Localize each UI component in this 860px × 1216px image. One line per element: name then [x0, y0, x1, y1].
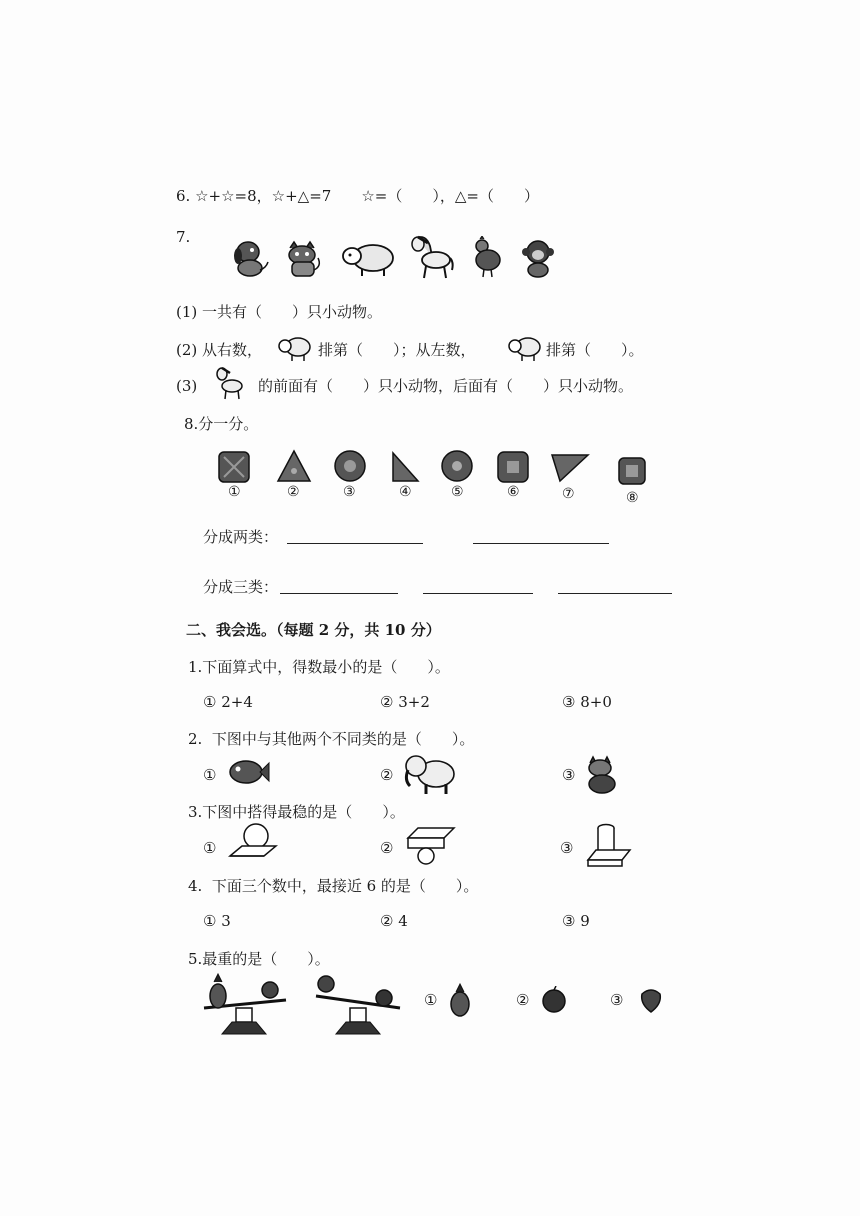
circle-shape-3 — [333, 449, 367, 483]
balance-scale-icon — [200, 972, 290, 1038]
q7-sub1: (1) 一共有（ ）只小动物。 — [176, 303, 383, 321]
q7-sub3-b: 的前面有（ ）只小动物，后面有（ ）只小动物。 — [258, 377, 634, 395]
q7-sub3-a: (3) — [176, 377, 198, 395]
mc5-marker-2[interactable]: ② — [516, 991, 530, 1009]
mc4-question: 4. 下面三个数中，最接近 6 的是（ ）。 — [188, 877, 479, 895]
box-on-sphere-icon — [402, 826, 456, 866]
mc5-marker-1[interactable]: ① — [424, 991, 438, 1009]
shape-number: ⑧ — [626, 490, 639, 506]
q7-sub2-b: 排第（ ）；从左数， — [318, 341, 476, 359]
horse-icon — [408, 234, 454, 280]
cat-icon — [284, 240, 324, 280]
shape-number: ③ — [343, 484, 356, 500]
answer-blank[interactable] — [423, 593, 533, 594]
answer-blank[interactable] — [287, 543, 423, 544]
balance-scale-icon — [312, 972, 404, 1038]
chicken-icon — [470, 236, 504, 278]
mc2-marker-2[interactable]: ② — [380, 766, 394, 784]
mc1-option-1[interactable]: ① 2+4 — [203, 693, 253, 711]
square-shape-6 — [497, 451, 529, 483]
mc1-option-2[interactable]: ② 3+2 — [380, 693, 430, 711]
shape-number: ② — [287, 484, 300, 500]
shape-number: ④ — [399, 484, 412, 500]
elephant-icon — [402, 750, 458, 796]
pineapple-icon — [448, 982, 472, 1018]
three-groups-label: 分成三类： — [203, 578, 279, 596]
strawberry-icon — [638, 986, 664, 1014]
sheep-icon — [340, 240, 396, 278]
triangle-shape-2 — [276, 449, 312, 483]
triangle-shape-7 — [550, 451, 590, 483]
monkey-icon — [520, 238, 558, 278]
mc4-option-3[interactable]: ③ 9 — [562, 912, 590, 930]
mc3-question: 3.下图中搭得最稳的是（ ）。 — [188, 803, 405, 821]
q8-title: 8.分一分。 — [184, 415, 259, 433]
square-shape-1 — [218, 451, 250, 483]
sheep-icon — [276, 333, 312, 363]
q6-text: 6. ☆+☆=8，☆+△=7 ☆=（ ），△=（ ） — [176, 187, 539, 205]
mc4-option-1[interactable]: ① 3 — [203, 912, 231, 930]
dog-icon — [230, 236, 270, 278]
mc4-option-2[interactable]: ② 4 — [380, 912, 408, 930]
mc5-question: 5.最重的是（ ）。 — [188, 950, 330, 968]
mc3-marker-1[interactable]: ① — [203, 839, 217, 857]
sphere-on-box-icon — [228, 822, 278, 862]
mc5-marker-3[interactable]: ③ — [610, 991, 624, 1009]
mc1-option-3[interactable]: ③ 8+0 — [562, 693, 612, 711]
shape-number: ⑥ — [507, 484, 520, 500]
horse-icon — [214, 366, 244, 400]
right-triangle-shape-4 — [390, 451, 420, 483]
circle-shape-5 — [440, 449, 474, 483]
q7-sub2-a: (2) 从右数， — [176, 341, 263, 359]
q7-sub2-c: 排第（ ）。 — [546, 341, 644, 359]
answer-blank[interactable] — [280, 593, 398, 594]
apple-icon — [540, 986, 570, 1014]
answer-blank[interactable] — [558, 593, 672, 594]
shape-number: ① — [228, 484, 241, 500]
shape-number: ⑤ — [451, 484, 464, 500]
cylinder-on-box-icon — [586, 822, 632, 868]
mc2-question: 2. 下图中与其他两个不同类的是（ ）。 — [188, 730, 475, 748]
cat-icon — [584, 755, 620, 795]
mc2-marker-3[interactable]: ③ — [562, 766, 576, 784]
square-shape-8 — [618, 457, 646, 485]
mc1-question: 1.下面算式中，得数最小的是（ ）。 — [188, 658, 450, 676]
mc2-marker-1[interactable]: ① — [203, 766, 217, 784]
shape-number: ⑦ — [562, 486, 575, 502]
mc3-marker-2[interactable]: ② — [380, 839, 394, 857]
mc3-marker-3[interactable]: ③ — [560, 839, 574, 857]
answer-blank[interactable] — [473, 543, 609, 544]
fish-icon — [226, 757, 270, 787]
section-title: 二、我会选。（每题 2 分，共 10 分） — [186, 621, 441, 639]
sheep-icon — [506, 333, 542, 363]
q7-label: 7. — [176, 228, 191, 246]
two-groups-label: 分成两类： — [203, 528, 279, 546]
